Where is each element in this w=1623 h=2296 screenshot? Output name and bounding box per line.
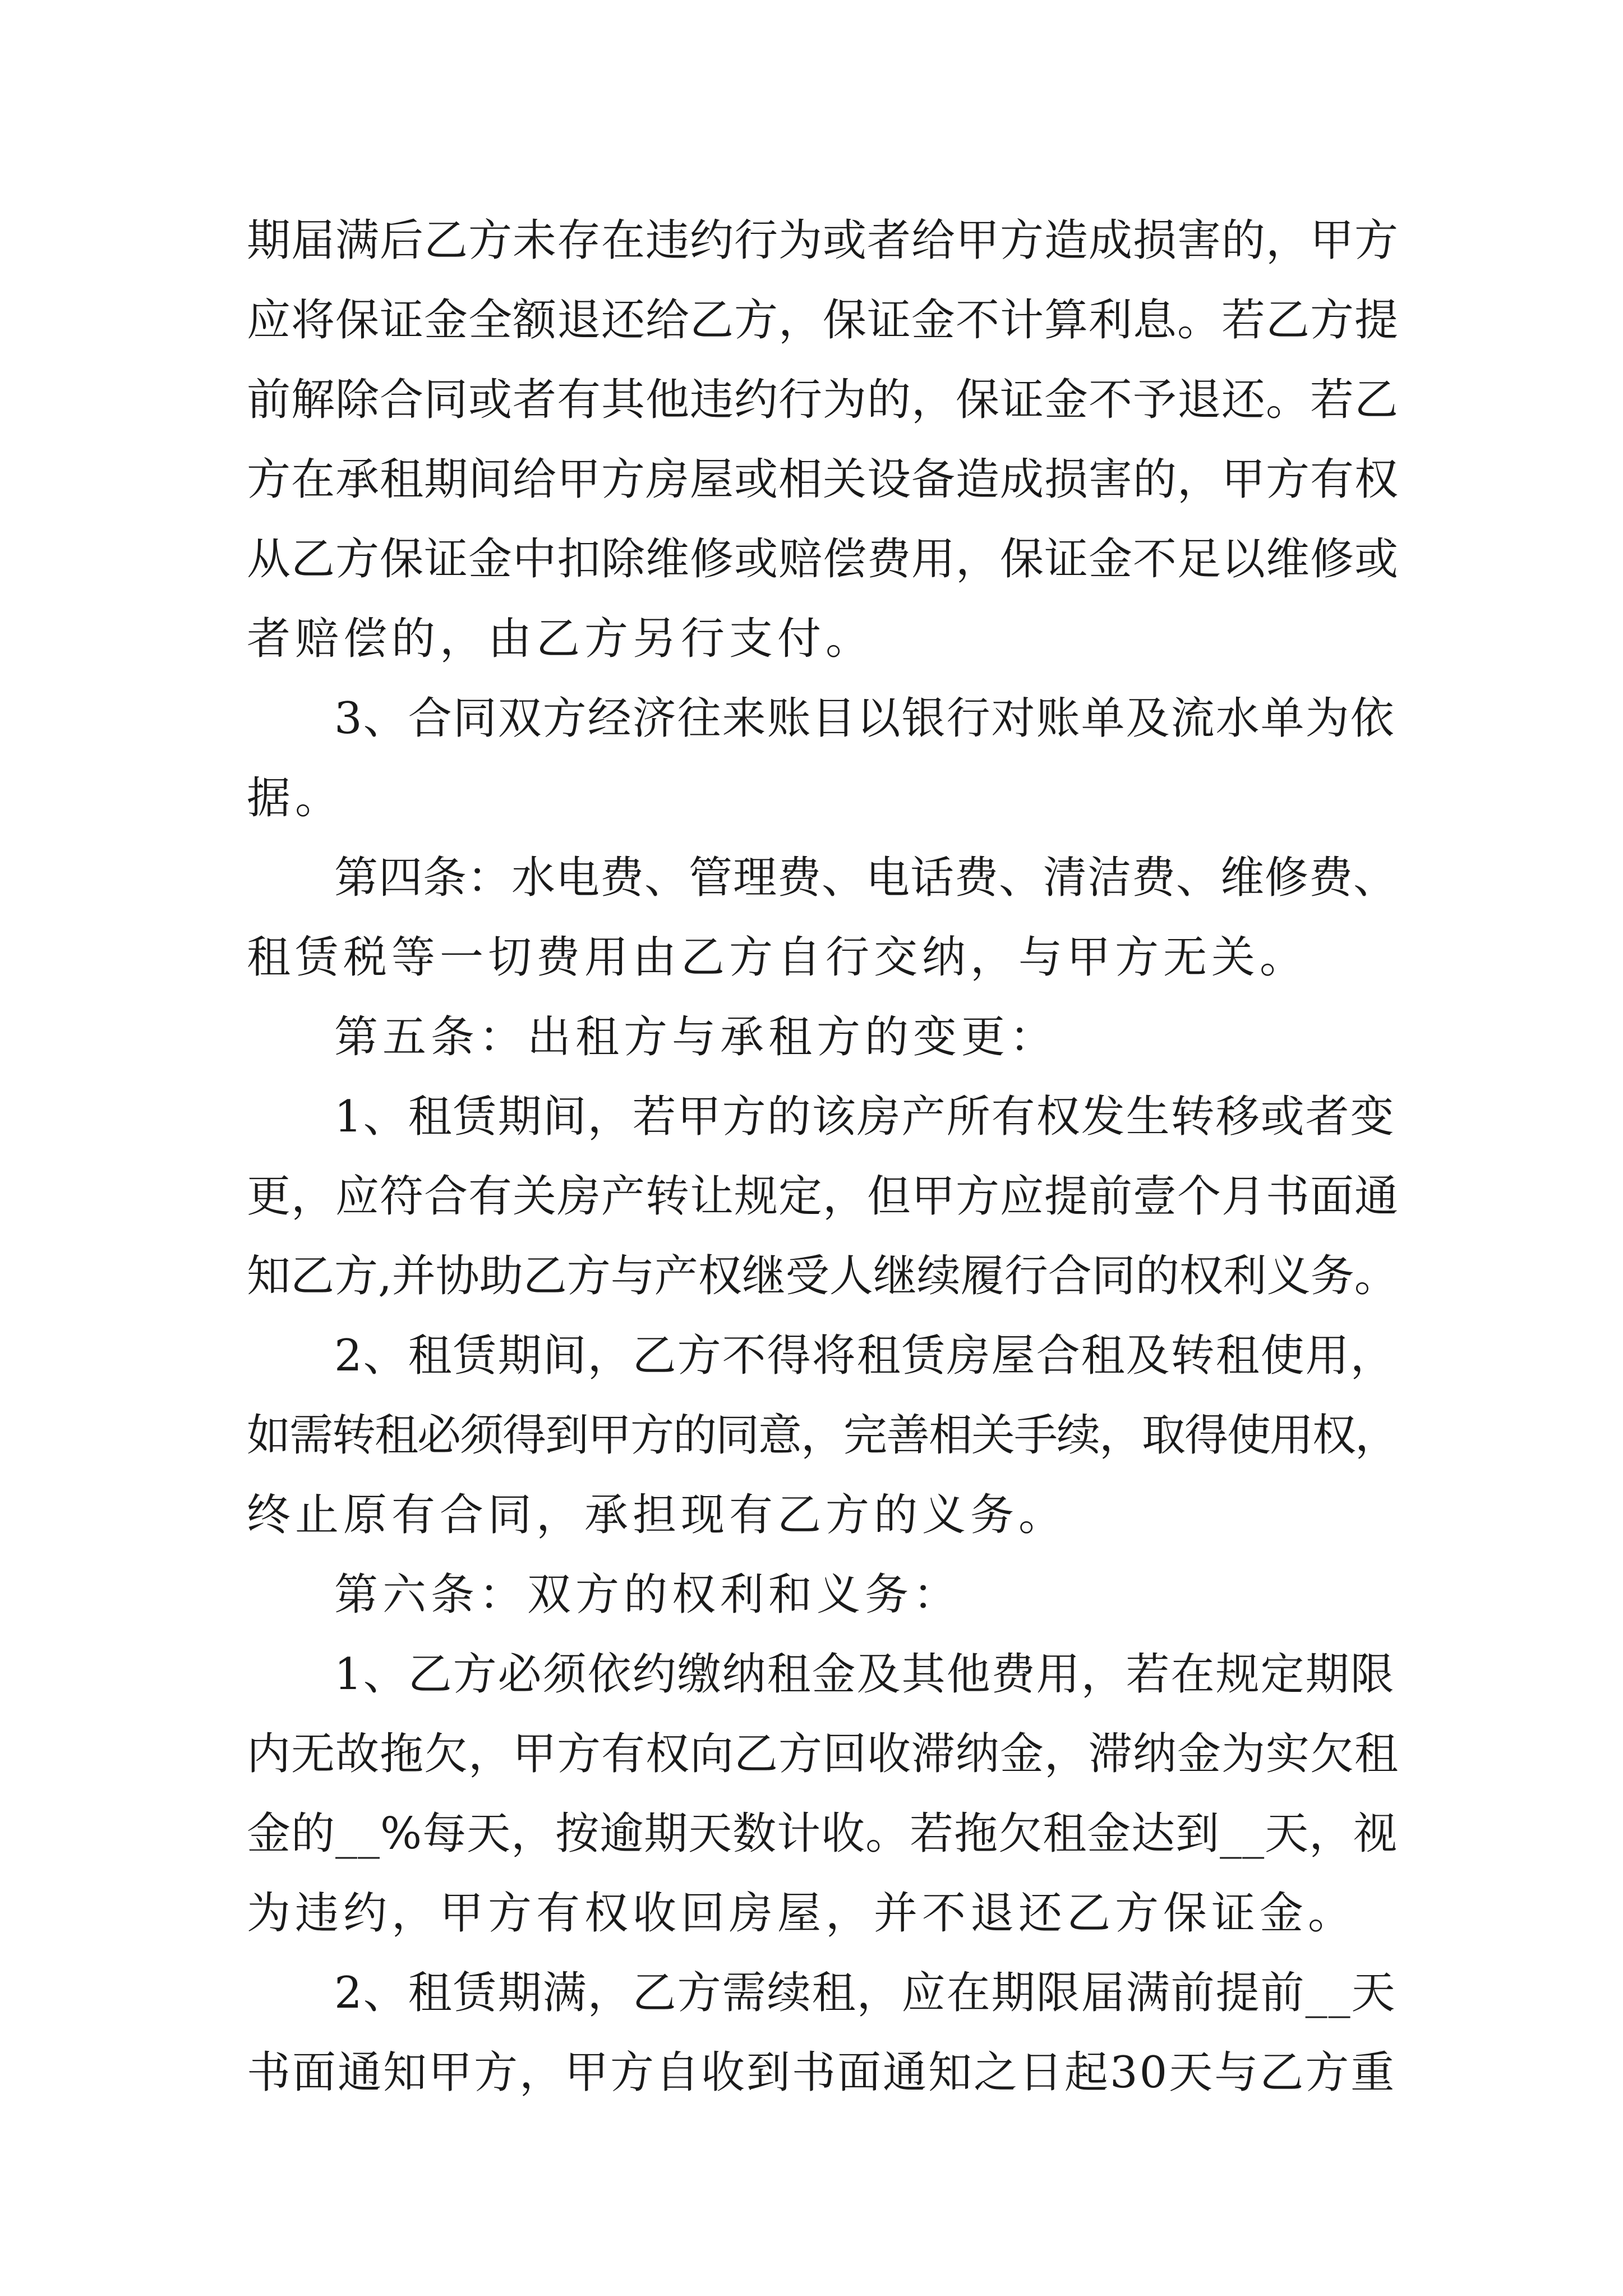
text-line: 金的__%每天，按逾期天数计收。若拖欠租金达到__天，视 [247, 1809, 1398, 1859]
text-line: 期届满后乙方未存在违约行为或者给甲方造成损害的，甲方 [247, 215, 1399, 266]
text-line: 从乙方保证金中扣除维修或赔偿费用，保证金不足以维修或 [247, 534, 1399, 585]
text-line: 终止原有合同，承担现有乙方的义务。 [247, 1490, 1067, 1540]
text-line: 第六条：双方的权利和义务： [334, 1570, 962, 1620]
text-line: 3、合同双方经济往来账目以银行对账单及流水单为依 [334, 693, 1395, 744]
text-line: 者赔偿的，由乙方另行支付。 [247, 614, 874, 664]
text-line: 知乙方,并协助乙方与产权继受人继续履行合同的权利义务。 [247, 1251, 1398, 1301]
text-line: 前解除合同或者有其他违约行为的，保证金不予退还。若乙 [247, 375, 1399, 425]
text-line: 2、租赁期间，乙方不得将租赁房屋合租及转租使用， [334, 1331, 1395, 1381]
text-line: 为违约，甲方有权收回房屋，并不退还乙方保证金。 [247, 1888, 1357, 1939]
text-line: 2、租赁期满，乙方需续租，应在期限届满前提前__天 [334, 1968, 1396, 2018]
text-line: 据。 [247, 773, 344, 823]
text-line: 方在承租期间给甲方房屋或相关设备造成损害的，甲方有权 [247, 454, 1399, 505]
text-line: 1、乙方必须依约缴纳租金及其他费用，若在规定期限 [334, 1649, 1395, 1700]
text-line: 如需转租必须得到甲方的同意，完善相关手续，取得使用权， [247, 1410, 1398, 1461]
document-body [247, 201, 1399, 2113]
text-line: 租赁税等一切费用由乙方自行交纳，与甲方无关。 [247, 932, 1308, 983]
text-line: 内无故拖欠，甲方有权向乙方回收滞纳金，滞纳金为实欠租 [247, 1729, 1399, 1779]
text-line: 书面通知甲方，甲方自收到书面通知之日起30天与乙方重 [247, 2047, 1396, 2098]
text-line: 应将保证金全额退还给乙方，保证金不计算利息。若乙方提 [247, 295, 1399, 346]
text-line: 1、租赁期间，若甲方的该房产所有权发生转移或者变 [334, 1092, 1395, 1142]
text-line: 更，应符合有关房产转让规定，但甲方应提前壹个月书面通 [247, 1171, 1399, 1222]
text-line: 第四条：水电费、管理费、电话费、清洁费、维修费、 [334, 853, 1398, 903]
text-line: 第五条：出租方与承租方的变更： [334, 1012, 1058, 1062]
